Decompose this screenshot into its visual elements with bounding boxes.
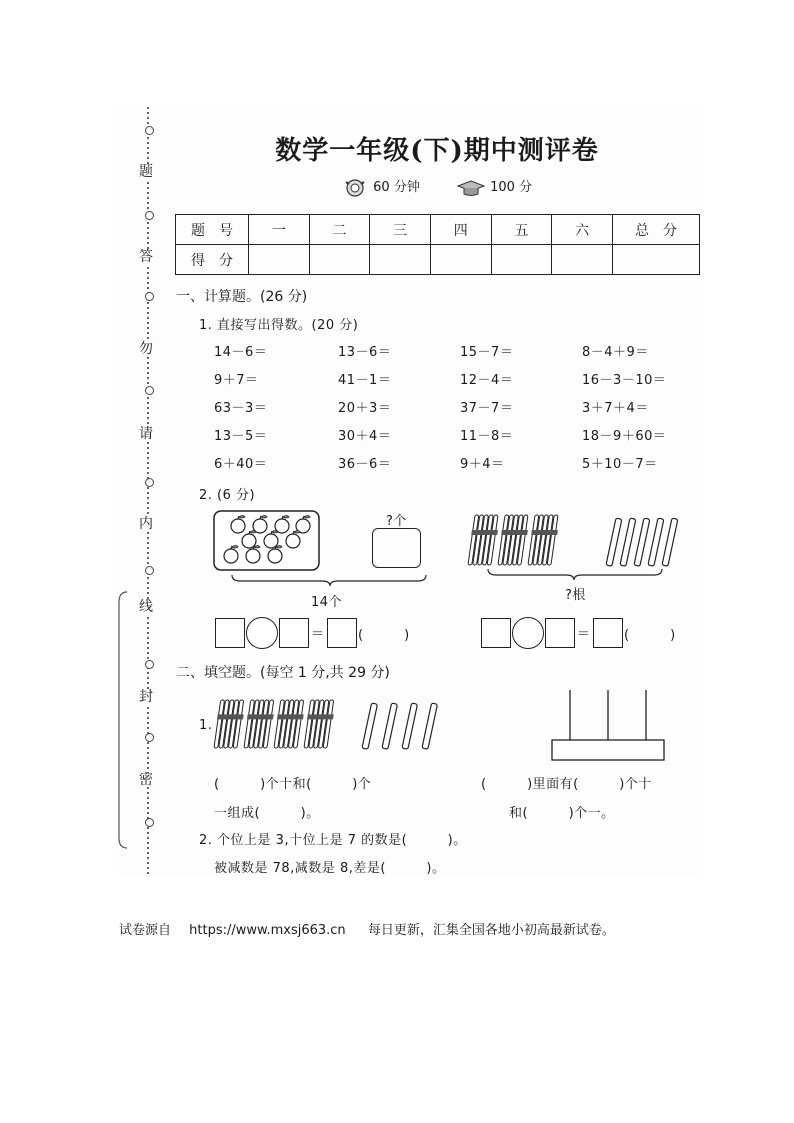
binding-char: 答 (139, 249, 153, 265)
fill-text[interactable]: ( )个十和( )个 (214, 777, 372, 792)
arithmetic-problem[interactable]: 3＋7＋4＝ (582, 401, 649, 416)
equals-sign: ＝ (311, 627, 325, 642)
operator-circle[interactable] (246, 617, 278, 649)
stick-icon (422, 703, 437, 749)
arithmetic-problem[interactable]: 5＋10－7＝ (582, 457, 658, 472)
q1-title: 1. 直接写出得数。(20 分) (199, 318, 359, 333)
q2-title: 2. (6 分) (199, 488, 256, 503)
stick-icon (362, 703, 377, 749)
footer-note: 每日更新，汇集全国各地小初高最新试卷。 (367, 923, 615, 938)
time-text: 60 分钟 (373, 180, 420, 195)
stick-icon (634, 518, 650, 566)
table-cell: 得 分 (176, 245, 249, 275)
arithmetic-problem[interactable]: 9＋7＝ (214, 373, 259, 388)
section1-title: 一、计算题。(26 分) (176, 289, 308, 305)
binding-hole (145, 478, 154, 487)
stick-bundle-icon (214, 700, 244, 748)
score-cell[interactable] (552, 245, 613, 275)
arithmetic-problem[interactable]: 8－4＋9＝ (582, 345, 649, 360)
stick-icon (606, 518, 622, 566)
operator-circle[interactable] (512, 617, 544, 649)
arithmetic-problem[interactable]: 13－5＝ (214, 429, 268, 444)
score-cell[interactable] (249, 245, 310, 275)
clock-icon (343, 178, 369, 198)
fill-text[interactable]: 被减数是 78,减数是 8,差是( )。 (214, 861, 446, 876)
sticks-total-label: ?根 (565, 588, 586, 603)
score-cell[interactable] (491, 245, 552, 275)
binding-char: 封 (139, 689, 153, 705)
stick-bundle-icon (498, 515, 528, 565)
arithmetic-problem[interactable]: 12－4＝ (460, 373, 514, 388)
stick-bundle-icon (468, 515, 498, 565)
answer-box[interactable] (545, 618, 575, 648)
footer-url[interactable]: https://www.mxsj663.cn (189, 923, 346, 938)
table-cell: 四 (430, 215, 491, 245)
binding-hole (145, 126, 154, 135)
binding-hole (145, 733, 154, 742)
answer-paren[interactable]: ( ) (358, 628, 410, 643)
arithmetic-problem[interactable]: 30＋4＝ (338, 429, 392, 444)
binding-hole (145, 386, 154, 395)
graduation-cap-icon (456, 178, 486, 198)
arithmetic-problem[interactable]: 37－7＝ (460, 401, 514, 416)
score-cell[interactable] (430, 245, 491, 275)
q1-number: 1. (199, 718, 213, 733)
apples-box (213, 510, 321, 572)
left-brace (230, 573, 430, 587)
table-cell: 题 号 (176, 215, 249, 245)
binding-hole (145, 566, 154, 575)
arithmetic-problem[interactable]: 13－6＝ (338, 345, 392, 360)
stick-icon (620, 518, 636, 566)
footer-source: 试卷源自 (119, 923, 172, 938)
arithmetic-problem[interactable]: 36－6＝ (338, 457, 392, 472)
table-cell: 一 (249, 215, 310, 245)
table-cell: 总 分 (613, 215, 700, 245)
score-table-header-row (176, 215, 700, 245)
stick-bundle-icon (274, 700, 304, 748)
right-brace (486, 567, 666, 581)
total-count-label: 14个 (311, 595, 343, 610)
equals-sign: ＝ (577, 627, 591, 642)
fill-text[interactable]: 和( )个一。 (509, 806, 615, 821)
score-table (175, 214, 700, 275)
score-cell[interactable] (613, 245, 700, 275)
arithmetic-problem[interactable]: 6＋40＝ (214, 457, 268, 472)
arithmetic-problem[interactable]: 20＋3＝ (338, 401, 392, 416)
answer-box[interactable] (279, 618, 309, 648)
answer-box[interactable] (215, 618, 245, 648)
answer-box[interactable] (327, 618, 357, 648)
section2-title: 二、填空题。(每空 1 分,共 29 分) (176, 665, 390, 681)
score-cell[interactable] (370, 245, 431, 275)
table-cell: 五 (491, 215, 552, 245)
stick-bundle-icon (528, 515, 558, 565)
fill-text[interactable]: ( )里面有( )个十 (481, 777, 652, 792)
table-cell: 二 (309, 215, 370, 245)
arithmetic-problem[interactable]: 14－6＝ (214, 345, 268, 360)
fill-text[interactable]: 2. 个位上是 3,十位上是 7 的数是( )。 (199, 833, 467, 848)
score-table-score-row (176, 245, 700, 275)
footer (119, 919, 615, 938)
binding-char: 内 (139, 516, 153, 532)
answer-box[interactable] (481, 618, 511, 648)
page-title: 数学一年级(下)期中测评卷 (275, 136, 599, 166)
arithmetic-problem[interactable]: 16－3－10＝ (582, 373, 667, 388)
arithmetic-problem[interactable]: 41－1＝ (338, 373, 392, 388)
table-cell: 六 (552, 215, 613, 245)
stick-bundle-icon (244, 700, 274, 748)
stick-icon (382, 703, 397, 749)
binding-hole (145, 292, 154, 301)
stick-icon (648, 518, 664, 566)
binding-hole (145, 660, 154, 669)
binding-char: 勿 (139, 341, 153, 357)
arithmetic-problem[interactable]: 11－8＝ (460, 429, 514, 444)
binding-char: 请 (139, 426, 153, 442)
unknown-box (372, 528, 421, 568)
score-info (456, 176, 532, 198)
score-cell[interactable] (309, 245, 370, 275)
fill-text[interactable]: 一组成( )。 (214, 806, 320, 821)
arithmetic-problem[interactable]: 15－7＝ (460, 345, 514, 360)
answer-paren[interactable]: ( ) (624, 628, 676, 643)
stick-icon (662, 518, 678, 566)
unknown-count-label: ?个 (386, 514, 407, 529)
arithmetic-problem[interactable]: 9＋4＝ (460, 457, 505, 472)
binding-char: 题 (139, 164, 153, 180)
score-text: 100 分 (490, 180, 533, 195)
stick-bundles-2 (212, 696, 442, 752)
binding-line (140, 107, 160, 875)
binding-char: 密 (139, 772, 153, 788)
stick-bundle-icon (304, 700, 334, 748)
binding-char: 线 (139, 599, 153, 615)
binding-hole (145, 818, 154, 827)
answer-box[interactable] (593, 618, 623, 648)
stick-bundles (462, 507, 682, 571)
stick-icon (402, 703, 417, 749)
table-cell: 三 (370, 215, 431, 245)
side-bracket (117, 590, 129, 850)
binding-hole (145, 211, 154, 220)
abacus (548, 688, 672, 762)
arithmetic-problem[interactable]: 63－3＝ (214, 401, 268, 416)
arithmetic-problem[interactable]: 18－9＋60＝ (582, 429, 667, 444)
time-info (343, 176, 420, 198)
